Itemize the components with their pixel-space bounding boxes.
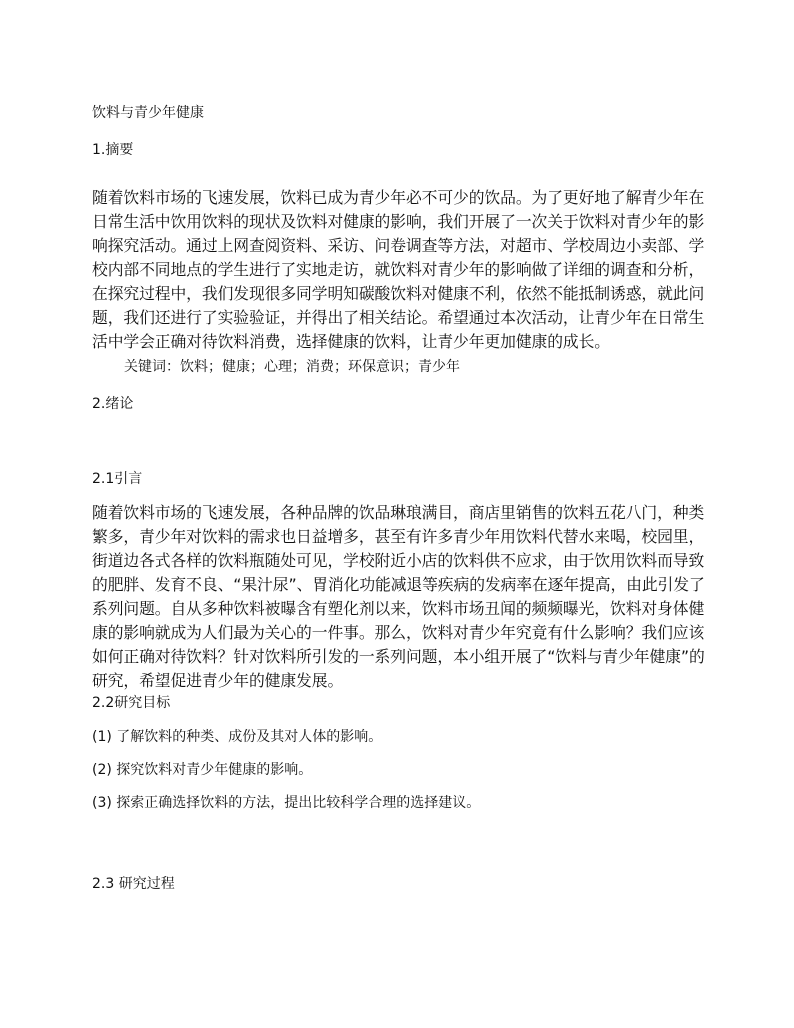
preface-line: 研究，希望促进青少年的健康发展。 <box>92 671 344 690</box>
abstract-line: 活中学会正确对待饮料消费，选择健康的饮料，让青少年更加健康的成长。 <box>92 332 610 351</box>
abstract-line: 随着饮料市场的飞速发展，饮料已成为青少年必不可少的饮品。为了更好地了解青少年在 <box>92 188 705 207</box>
preface-line: 繁多，青少年对饮料的需求也日益增多，甚至有许多青少年用饮料代替水来喝，校园里， <box>92 527 705 546</box>
goals-heading: 2.2研究目标 <box>92 695 171 711</box>
abstract-line: 响探究活动。通过上网查阅资料、采访、问卷调查等方法，对超市、学校周边小卖部、学 <box>92 236 705 255</box>
document-title: 饮料与青少年健康 <box>92 105 204 121</box>
preface-line: 康的影响就成为人们最为关心的一件事。那么，饮料对青少年究竟有什么影响？我们应该 <box>92 623 705 642</box>
process-heading: 2.3 研究过程 <box>92 876 175 892</box>
abstract-heading: 1.摘要 <box>92 142 134 158</box>
abstract-line: 校内部不同地点的学生进行了实地走访，就饮料对青少年的影响做了详细的调查和分析， <box>92 260 705 279</box>
goal-item: (1) 了解饮料的种类、成份及其对人体的影响。 <box>92 729 383 745</box>
abstract-line: 题，我们还进行了实验验证，并得出了相关结论。希望通过本次活动，让青少年在日常生 <box>92 308 705 327</box>
abstract-line: 日常生活中饮用饮料的现状及饮料对健康的影响，我们开展了一次关于饮料对青少年的影 <box>92 212 705 231</box>
intro-heading: 2.绪论 <box>92 396 134 412</box>
preface-line: 系列问题。自从多种饮料被曝含有塑化剂以来，饮料市场丑闻的频频曝光，饮料对身体健 <box>92 599 705 618</box>
keywords: 关键词：饮料；健康；心理；消费；环保意识；青少年 <box>124 359 460 375</box>
preface-line: 随着饮料市场的飞速发展，各种品牌的饮品琳琅满目，商店里销售的饮料五花八门，种类 <box>92 503 705 522</box>
preface-line: 街道边各式各样的饮料瓶随处可见，学校附近小店的饮料供不应求，由于饮用饮料而导致 <box>92 551 705 570</box>
goal-item: (3) 探索正确选择饮料的方法，提出比较科学合理的选择建议。 <box>92 795 481 811</box>
preface-line: 的肥胖、发育不良、“果汁尿”、胃消化功能减退等疾病的发病率在逐年提高，由此引发了 <box>92 575 705 594</box>
preface-heading: 2.1引言 <box>92 471 143 487</box>
abstract-line: 在探究过程中，我们发现很多同学明知碳酸饮料对健康不利，依然不能抵制诱惑，就此问 <box>92 284 705 303</box>
goal-item: (2) 探究饮料对青少年健康的影响。 <box>92 762 313 778</box>
preface-line: 如何正确对待饮料？针对饮料所引发的一系列问题，本小组开展了“饮料与青少年健康”的 <box>92 647 705 666</box>
